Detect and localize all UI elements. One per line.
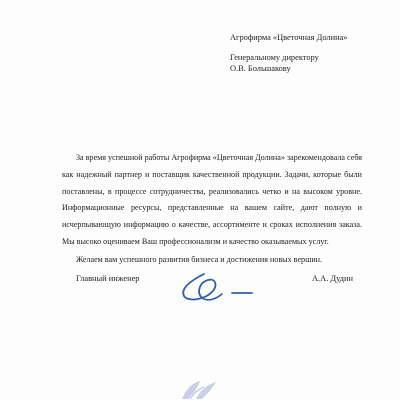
watermark-logo-icon xyxy=(176,379,222,400)
handwritten-signature xyxy=(174,266,266,306)
letter-paragraph-wish: Желаем вам успешного развития бизнеса и достижения новых вершин. xyxy=(76,254,323,264)
recipient-title: Генеральному директору xyxy=(230,53,319,62)
letter-body xyxy=(62,150,362,269)
recipient-name: О.В. Большакову xyxy=(230,64,291,73)
recipient-organization: Агрофирма «Цветочная Долина» xyxy=(230,33,348,42)
letter-paragraph-main: За время успешной работы Агрофирма «Цветочная Долина» зарекомендовала себя как надежный партнер и поставщик качественной продукции. Задачи, которые были поставлены, в процессе сотрудничества, реализовались четко и на высоком уровне. Информационные ресурсы, представленные на вашем сайте, дают полную и исчерпывающую информацию о качестве, ассортименте и сроках исполнения заказа. Мы высоко оцениваем Ваш профессионализм и качество оказываемых услуг. xyxy=(62,153,362,246)
signer-position: Главный инженер xyxy=(76,274,140,283)
signer-name: А.А. Дудин xyxy=(312,274,353,283)
